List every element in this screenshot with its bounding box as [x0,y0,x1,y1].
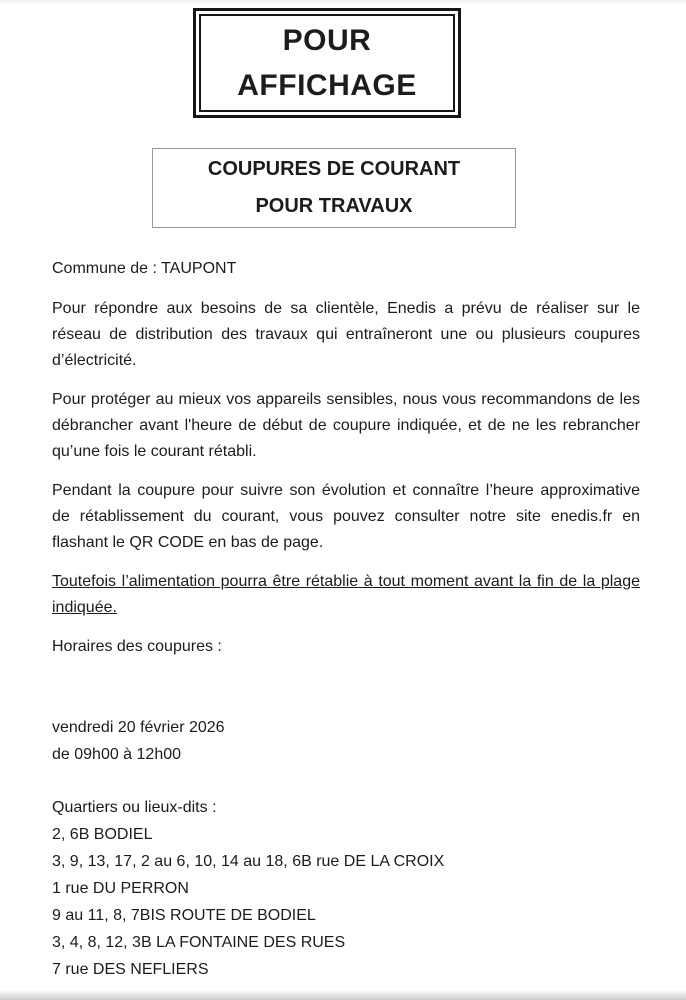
notice-title-line-2: POUR TRAVAUX [255,195,413,217]
address-line: 3, 9, 13, 17, 2 au 6, 10, 14 au 18, 6B rue DE LA CROIX [52,853,445,870]
address-line: 3, 4, 8, 12, 3B LA FONTAINE DES RUES [52,934,346,951]
important-note: Toutefois l’alimentation pourra être rétablie à tout moment avant la fin de la plage indiquée. [52,573,640,616]
commune-line: Commune de : TAUPONT [52,260,237,277]
banner-line-2: AFFICHAGE [237,69,417,102]
outage-time: de 09h00 à 12h00 [52,746,182,763]
scan-edge-top [0,0,686,4]
banner-line-1: POUR [282,24,372,57]
notice-title-line-1: COUPURES DE COURANT [207,158,461,180]
notice-title-box [152,148,516,228]
intro-paragraph: Pour répondre aux besoins de sa clientèle, Enedis a prévu de réaliser sur le réseau de distribution des travaux qui entraîneront une ou plusieurs coupures d’électricité. [52,300,640,369]
advice-paragraph: Pour protéger au mieux vos appareils sensibles, nous vous recommandons de les débrancher avant l'heure de début de coupure indiquée, et de ne les rebrancher qu’une fois le courant rétabli. [52,391,640,460]
qrcode-paragraph: Pendant la coupure pour suivre son évolution et connaître l’heure approximative de rétablissement du courant, vous pouvez consulter notre site enedis.fr en flashant le QR CODE en bas de page. [52,482,640,551]
address-line: 2, 6B BODIEL [52,826,153,843]
schedule-block [52,714,640,768]
address-line: 9 au 11, 8, 7BIS ROUTE DE BODIEL [52,907,316,924]
outage-date: vendredi 20 février 2026 [52,719,225,736]
affichage-banner [193,8,461,118]
districts-heading: Quartiers ou lieux-dits : [52,799,217,816]
schedule-heading: Horaires des coupures : [52,638,222,655]
notice-body [0,256,686,983]
affichage-banner-inner [199,14,455,112]
address-line: 7 rue DES NEFLIERS [52,961,209,978]
scan-edge-bottom [0,990,686,1000]
address-line: 1 rue DU PERRON [52,880,189,897]
districts-block [52,794,640,983]
